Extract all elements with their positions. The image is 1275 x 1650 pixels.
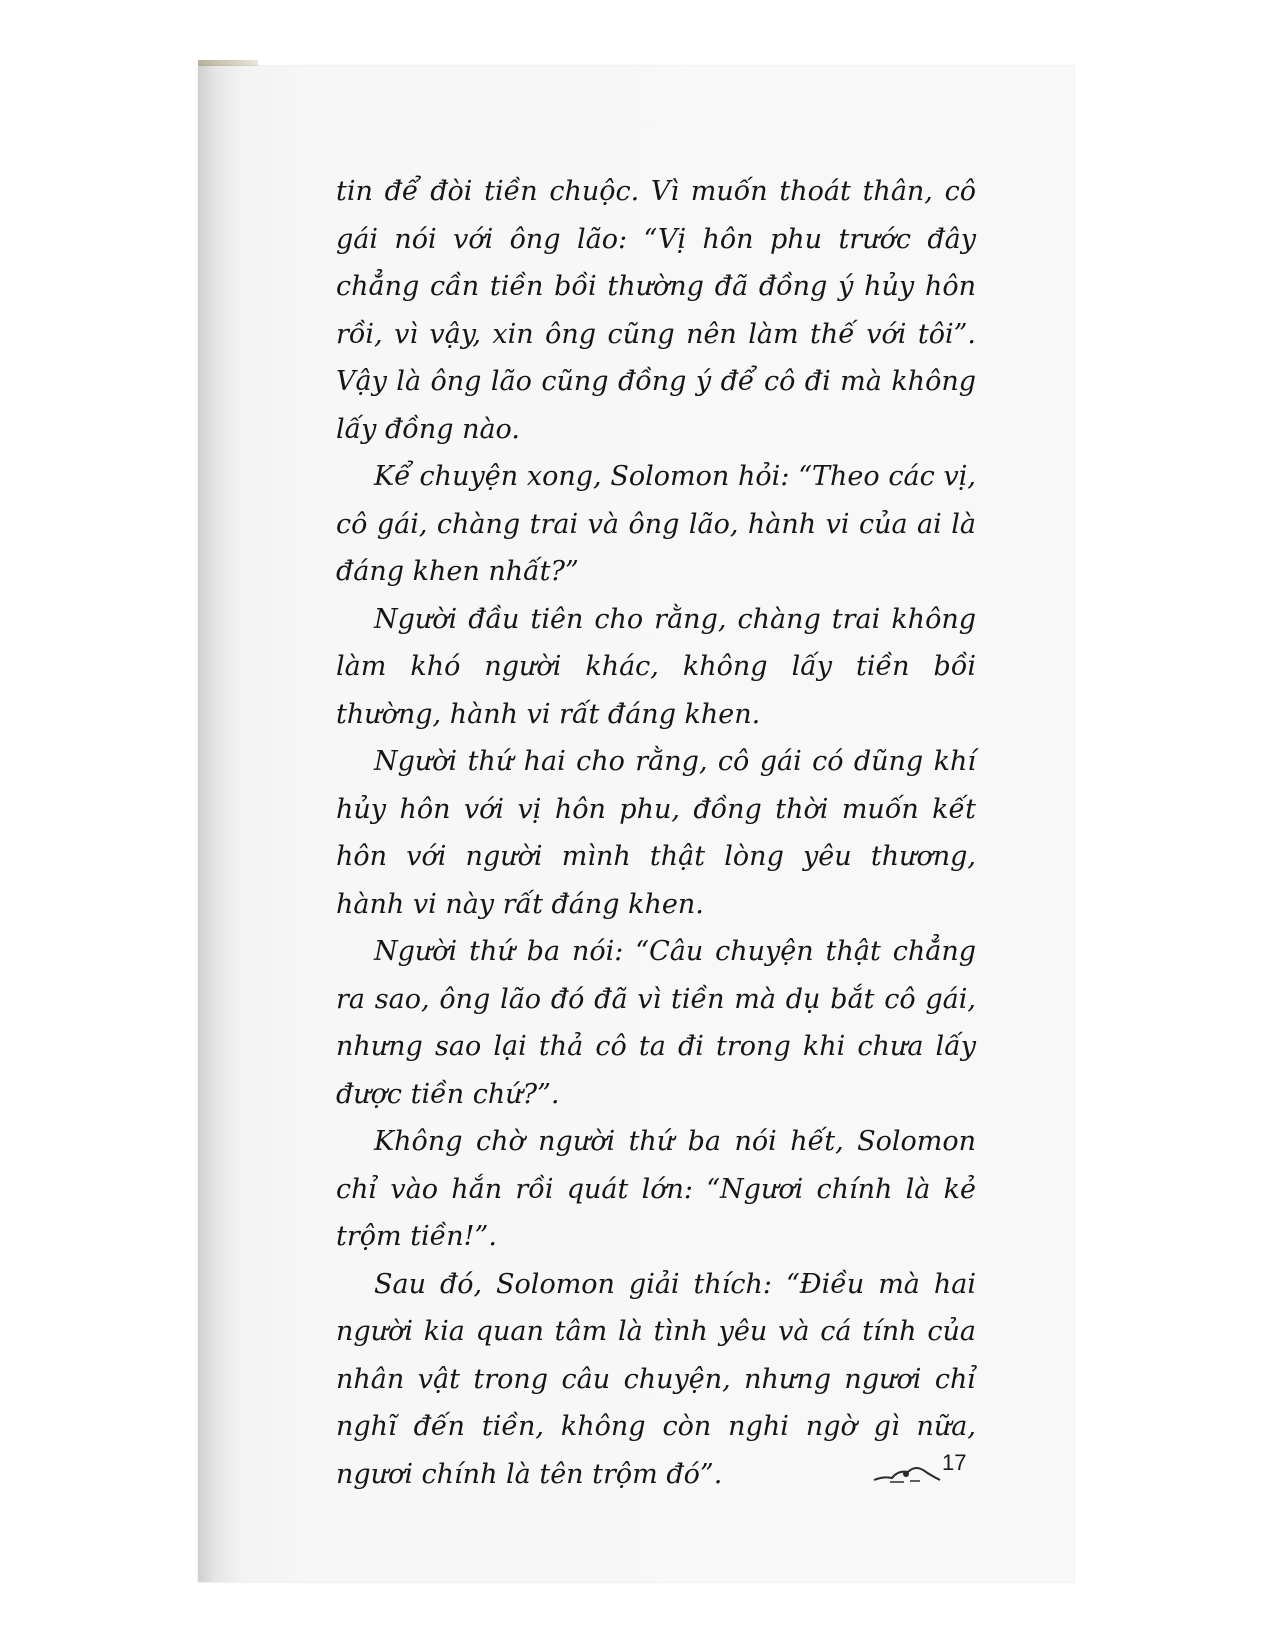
- paragraph-7: Sau đó, Solomon giải thích: “Điều mà hai người kia quan tâm là tình yêu và cá tính của nhân vật trong câu chuyện, nhưng ngươi chỉ nghĩ đến tiền, không còn nghi ngờ gì nữa, ngươi chính là tên trộm đó”.: [336, 1268, 976, 1490]
- paragraph-2: Kể chuyện xong, Solomon hỏi: “Theo các vị, cô gái, chàng trai và ông lão, hành vi của ai là đáng khen nhất?”: [336, 461, 976, 587]
- page-body: [336, 168, 976, 1498]
- paragraph-1: tin để đòi tiền chuộc. Vì muốn thoát thân, cô gái nói với ông lão: “Vị hôn phu trước đây chẳng cần tiền bồi thường đã đồng ý hủy hôn rồi, vì vậy, xin ông cũng nên làm thế với tôi”. Vậy là ông lão cũng đồng ý để cô đi mà không lấy đồng nào.: [336, 176, 976, 445]
- paragraph-3: Người đầu tiên cho rằng, chàng trai không làm khó người khác, không lấy tiền bồi thường, hành vi rất đáng khen.: [336, 603, 976, 730]
- paragraph-4: Người thứ hai cho rằng, cô gái có dũng khí hủy hôn với vị hôn phu, đồng thời muốn kết hôn với người mình thật lòng yêu thương, hành vi này rất đáng khen.: [336, 746, 976, 920]
- paragraph-6: Không chờ người thứ ba nói hết, Solomon chỉ vào hắn rồi quát lớn: “Ngươi chính là kẻ trộm tiền!”.: [336, 1126, 976, 1252]
- paragraph-5: Người thứ ba nói: “Câu chuyện thật chẳng ra sao, ông lão đó đã vì tiền mà dụ bắt cô gái, nhưng sao lại thả cô ta đi trong khi chưa lấy được tiền chứ?”.: [336, 936, 976, 1110]
- page-number: 17: [942, 1450, 967, 1475]
